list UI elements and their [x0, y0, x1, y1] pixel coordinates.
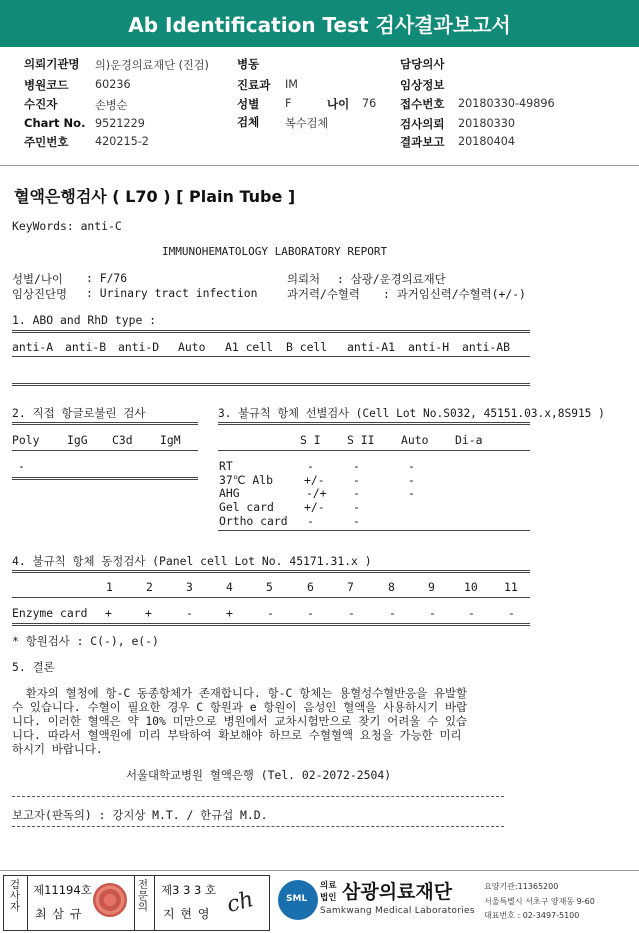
chart-value: 9521229 [95, 117, 145, 130]
antigen-note: * 항원검사 : C(-), e(-) [12, 634, 159, 648]
screen-cell: +/- [304, 500, 325, 514]
panel-cell: - [429, 606, 436, 620]
screen-cell: - [353, 473, 360, 487]
panel-section-title: 4. 불규칙 항체 동정검사 (Panel cell Lot No. 45171.31.x ) [12, 554, 372, 568]
sml-logo-text: SML [286, 894, 308, 904]
abo-col: anti-D [118, 340, 160, 354]
history-label: 과거력/수혈력 [287, 287, 360, 301]
conclusion-line: 니다. 이러한 혈액은 약 10% 미만으로 병원에서 교차시험만으로 찾기 어려울 수 있습 [12, 714, 467, 728]
sig-divider [154, 876, 155, 930]
age-label: 나이 [327, 97, 350, 111]
address: 서울특별시 서초구 양재동 9-60 [484, 897, 595, 906]
abo-col: anti-A [12, 340, 54, 354]
screen-col: S I [300, 433, 321, 447]
specialist-license: 제3 3 3 호 [161, 883, 217, 897]
sex-age-label: 성별/나이 [12, 272, 63, 286]
diagnosis-label: 임상진단명 [12, 287, 68, 301]
abo-top-rule [12, 330, 530, 333]
screen-cell: - [353, 486, 360, 500]
screen-cell: - [307, 514, 314, 528]
screen-row-label: Ortho card [219, 514, 288, 528]
abo-col: A1 cell [225, 340, 274, 354]
dat-value: - [18, 459, 25, 473]
chart-label: Chart No. [24, 116, 86, 130]
panel-cell: + [145, 606, 152, 620]
main-phone: 대표번호 : 02-3497-5100 [484, 911, 580, 920]
institution-label: 의뢰기관명 [24, 57, 80, 71]
panel-cell: - [468, 606, 475, 620]
report-title: Ab Identification Test 검사결과보고서 [128, 13, 511, 37]
panel-col: 5 [266, 580, 273, 594]
abo-col: Auto [178, 340, 206, 354]
reporter-bottom-rule [12, 826, 504, 827]
institution-code: 요양기관:11365200 [484, 882, 559, 891]
sex-label: 성별 [237, 97, 260, 111]
dat-col: IgM [160, 433, 181, 447]
receipt-value: 20180330-49896 [458, 97, 555, 110]
conclusion-line: 하시기 바랍니다. [12, 742, 103, 756]
conclusion-line: 수 있습니다. 수혈이 필요한 경우 C 항원과 e 항원이 음성인 혈액을 사용하시기 바랍 [12, 700, 467, 714]
dat-top-rule [12, 422, 198, 425]
blood-bank-contact: 서울대학교병원 혈액은행 (Tel. 02-2072-2504) [126, 768, 392, 782]
patient-value: 손병순 [95, 99, 128, 112]
specialist-name: 지 현 영 [163, 907, 211, 921]
diagnosis-value: : Urinary tract infection [86, 286, 258, 300]
panel-cell: - [348, 606, 355, 620]
report-value: 20180404 [458, 135, 515, 148]
panel-bottom-rule [12, 623, 530, 626]
reporter: 보고자(판독의) : 강지상 M.T. / 한규섭 M.D. [12, 808, 268, 822]
screen-cell: - [353, 514, 360, 528]
panel-cell: - [186, 606, 193, 620]
abo-col: anti-A1 [347, 340, 396, 354]
abo-mid-rule [12, 356, 530, 357]
screen-col: S II [347, 433, 375, 447]
screen-cell: - [408, 473, 415, 487]
reporter-top-rule [12, 796, 504, 797]
dat-section-title: 2. 직접 항글로불린 검사 [12, 406, 146, 420]
foundation-prefix: 법인 [320, 893, 337, 903]
screen-bottom-rule [218, 530, 530, 531]
history-value: : 과거임신력/수혈력(+/-) [383, 287, 526, 301]
abo-section-title: 1. ABO and RhD type : [12, 313, 157, 327]
id-value: 420215-2 [95, 135, 149, 148]
specialist-label: 전문의 [137, 879, 149, 913]
foundation-name: 삼광의료재단 [342, 881, 453, 903]
panel-col: 7 [347, 580, 354, 594]
sex-age-value: : F/76 [86, 271, 128, 285]
sig-divider [134, 876, 135, 930]
request-label: 검사의뢰 [400, 117, 445, 131]
footer-divider [0, 870, 639, 871]
foundation-prefix: 의료 [320, 881, 337, 891]
patient-label: 수진자 [24, 97, 58, 111]
sig-divider [27, 876, 28, 930]
screen-row-label: 37℃ Alb [219, 473, 273, 487]
hospital-code-value: 60236 [95, 78, 131, 91]
screen-cell: - [353, 459, 360, 473]
conclusion-line: 환자의 혈청에 항-C 동종항체가 존재합니다. 항-C 항체는 용혈성수혈반응을 유발할 [12, 686, 467, 700]
screen-cell: - [353, 500, 360, 514]
examiner-license: 제11194호 [33, 883, 92, 897]
id-label: 주민번호 [24, 135, 69, 149]
screen-row-label: RT [219, 459, 233, 473]
dat-mid-rule [12, 450, 198, 451]
conclusion-line: 니다. 따라서 혈액원에 미리 부탁하여 확보해야 하므로 수혈혈액 요청을 가능한 미리 [12, 728, 462, 742]
dept-label: 진료과 [237, 78, 271, 92]
examiner-label: 검사자 [9, 879, 21, 913]
doctor-label: 담당의사 [400, 57, 445, 71]
dat-col: C3d [112, 433, 133, 447]
info-divider [0, 165, 639, 166]
clinical-label: 임상정보 [400, 78, 445, 92]
specimen-label: 검체 [237, 115, 260, 129]
screen-row-label: AHG [219, 486, 240, 500]
screen-col: Di-a [455, 433, 483, 447]
screen-mid-rule [218, 450, 530, 451]
abo-col: anti-AB [462, 340, 511, 354]
panel-col: 10 [464, 580, 478, 594]
screen-row-label: Gel card [219, 500, 274, 514]
lab-report-heading: IMMUNOHEMATOLOGY LABORATORY REPORT [162, 245, 388, 258]
abo-bottom-rule [12, 383, 530, 386]
screen-cell: -/+ [306, 486, 327, 500]
panel-cell: + [226, 606, 233, 620]
panel-top-rule [12, 570, 530, 573]
dat-bottom-rule [12, 477, 198, 480]
receipt-label: 접수번호 [400, 97, 445, 111]
keywords: KeyWords: anti-C [12, 219, 122, 233]
age-value: 76 [362, 97, 377, 110]
report-label: 결과보고 [400, 135, 445, 149]
conclusion-title: 5. 결론 [12, 660, 55, 674]
panel-col: 3 [186, 580, 193, 594]
panel-col: 1 [106, 580, 113, 594]
screen-top-rule [218, 422, 530, 425]
panel-row-label: Enzyme card [12, 606, 88, 620]
panel-cell: - [508, 606, 515, 620]
specialist-signature: ch [224, 886, 257, 919]
abo-col: anti-H [408, 340, 450, 354]
panel-col: 8 [388, 580, 395, 594]
institution-value: 의)운경의료재단 (진검) [95, 59, 209, 72]
sex-value: F [285, 97, 292, 110]
panel-col: 6 [307, 580, 314, 594]
foundation-en: Samkwang Medical Laboratories [320, 906, 475, 916]
panel-col: 2 [146, 580, 153, 594]
specimen-value: 복수검체 [285, 117, 329, 130]
abo-col: B cell [286, 340, 328, 354]
panel-cell: - [389, 606, 396, 620]
panel-col: 11 [504, 580, 518, 594]
panel-cell: - [307, 606, 314, 620]
screen-cell: +/- [304, 473, 325, 487]
abo-col: anti-B [65, 340, 107, 354]
request-value: 20180330 [458, 117, 515, 130]
requester-value: : 삼광/운경의료재단 [337, 272, 446, 286]
hospital-code-label: 병원코드 [24, 78, 69, 92]
screen-cell: - [408, 486, 415, 500]
section-title: 혈액은행검사 ( L70 ) [ Plain Tube ] [14, 187, 296, 206]
panel-mid-rule [12, 597, 530, 598]
dat-col: IgG [67, 433, 88, 447]
examiner-seal [93, 883, 127, 917]
dat-col: Poly [12, 433, 40, 447]
screen-section-title: 3. 불규칙 항체 선별검사 (Cell Lot No.S032, 45151.03.x,8S915 ) [218, 407, 605, 420]
ward-label: 병동 [237, 57, 260, 71]
screen-cell: - [307, 459, 314, 473]
panel-col: 4 [226, 580, 233, 594]
panel-cell: - [267, 606, 274, 620]
requester-label: 의뢰처 [287, 272, 321, 286]
screen-col: Auto [401, 433, 429, 447]
examiner-name: 최 삼 규 [35, 907, 83, 921]
dept-value: IM [285, 78, 298, 91]
panel-cell: + [105, 606, 112, 620]
screen-cell: - [408, 459, 415, 473]
panel-col: 9 [428, 580, 435, 594]
